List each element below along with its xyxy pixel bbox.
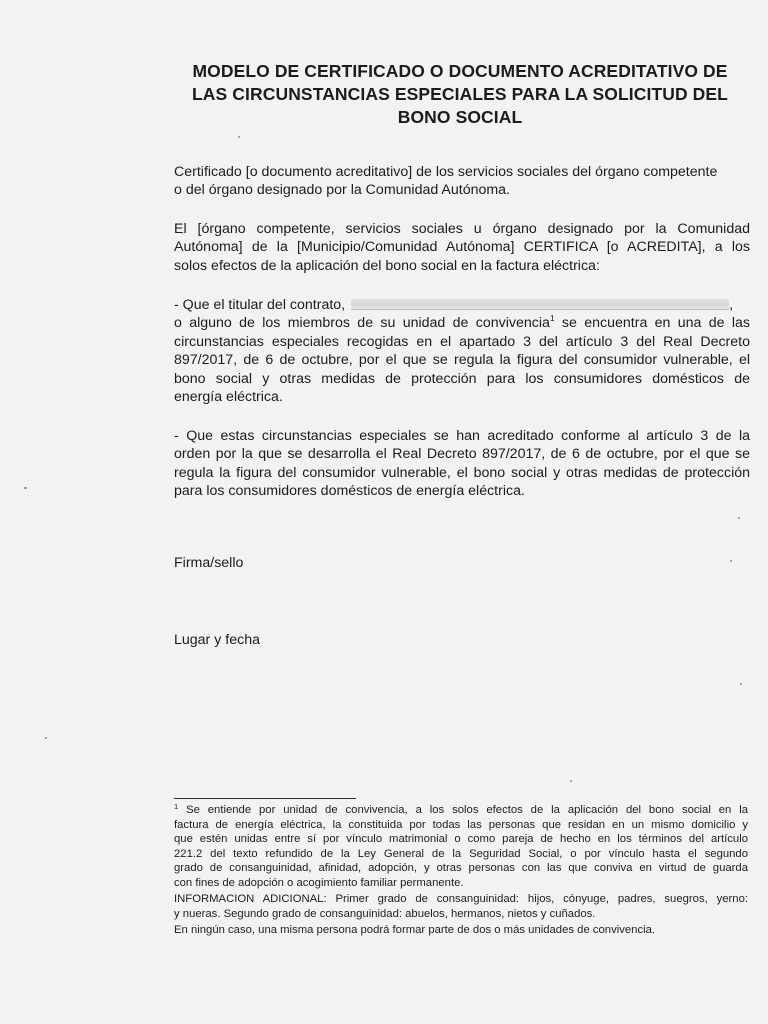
paragraph-line: Autónoma] de la [Municipio/Comunidad Autónoma] CERTIFICA [o ACREDITA], a los: [174, 239, 750, 256]
contract-holder-line: [174, 296, 750, 314]
scan-speck: [238, 136, 240, 138]
text-fragment: Se entiende por unidad de convivencia, a los solos efectos de la aplicación del bono social en la: [178, 804, 748, 816]
additional-info-line: y nueras. Segundo grado de consanguinidad: abuelos, hermanos, nietos y cuñados.: [174, 907, 596, 920]
paragraph-line: 897/2017, de 6 de octubre, por el que se regula la figura del consumidor vulnerable, el: [174, 352, 750, 369]
scan-speck: [740, 683, 742, 685]
scan-speck: [738, 517, 740, 519]
title-line-1: MODELO DE CERTIFICADO O DOCUMENTO ACREDITATIVO DE: [192, 61, 728, 81]
title-line-2: LAS CIRCUNSTANCIAS ESPECIALES PARA LA SOLICITUD DEL: [192, 84, 728, 104]
footnote-divider: [174, 798, 356, 799]
paragraph-accreditation: [174, 427, 750, 501]
scan-speck: [730, 560, 732, 562]
paragraph-line: - Que estas circunstancias especiales se han acreditado conforme al artículo 3 de la: [174, 428, 750, 444]
footnote-line: grado de consanguinidad, afinidad, adopción, y otras personas con las que conviva en virtud de guarda: [174, 862, 748, 874]
paragraph-line: [174, 314, 750, 332]
contract-holder-blank-field[interactable]: [351, 299, 729, 310]
scan-speck: [45, 737, 47, 739]
text-fragment: o alguno de los miembros de su unidad de convivencia: [174, 315, 550, 332]
contract-holder-label: - Que el titular del contrato,: [174, 297, 346, 313]
footnote-line: 221.2 del texto refundido de la Ley General de la Seguridad Social, o por vínculo hasta el segundo: [174, 847, 748, 860]
paragraph-certificate-intro: [174, 163, 750, 200]
footnote-marker: 1: [174, 802, 179, 811]
footnote-line: con fines de adopción o acogimiento familiar permanente.: [174, 876, 464, 889]
text-fragment: se encuentra en una de las: [554, 315, 750, 332]
scan-speck: [570, 780, 572, 782]
paragraph-line: Certificado [o documento acreditativo] de los servicios sociales del órgano competente: [174, 164, 718, 180]
footnote-line: [174, 803, 748, 818]
signature-label: Firma/sello: [174, 555, 244, 571]
paragraph-line: El [órgano competente, servicios sociales u órgano designado por la Comunidad: [174, 221, 750, 237]
paragraph-line: o del órgano designado por la Comunidad Autónoma.: [174, 182, 511, 199]
footnote-line: que estén unidas entre sí por vínculo matrimonial o como pareja de hecho en los términos del artículo: [174, 833, 748, 845]
paragraph-line: orden por la que se desarrolla el Real Decreto 897/2017, de 6 de octubre, por el que se: [174, 446, 750, 463]
paragraph-certifies: [174, 220, 750, 275]
paragraph-line: bono social y otras medidas de protección para los consumidores domésticos de: [174, 370, 750, 387]
paragraph-line: solos efectos de la aplicación del bono social en la factura eléctrica:: [174, 257, 600, 274]
title-line-3: BONO SOCIAL: [397, 107, 523, 127]
footnote: [174, 803, 748, 938]
paragraph-line: circunstancias especiales recogidas en el apartado 3 del artículo 3 del Real Decreto: [174, 333, 750, 350]
footnote-reference[interactable]: 1: [549, 313, 555, 324]
final-note-line: En ningún caso, una misma persona podrá formar parte de dos o más unidades de convivencia.: [174, 924, 656, 936]
place-date-label: Lugar y fecha: [174, 632, 260, 648]
scan-speck: [24, 487, 27, 489]
paragraph-contract-holder: [174, 296, 750, 406]
paragraph-line: energía eléctrica.: [174, 389, 283, 406]
document-title: [160, 60, 760, 129]
paragraph-line: para los consumidores domésticos de energía eléctrica.: [174, 483, 525, 500]
additional-info-line: INFORMACION ADICIONAL: Primer grado de consanguinidad: hijos, cónyuge, padres, suegros, yerno:: [174, 893, 748, 905]
comma: ,: [729, 297, 734, 313]
footnote-line: factura de energía eléctrica, la constituida por todas las personas que residan en un mismo domicilio y: [174, 818, 748, 831]
paragraph-line: regula la figura del consumidor vulnerable, el bono social y otras medidas de protección: [174, 464, 750, 481]
